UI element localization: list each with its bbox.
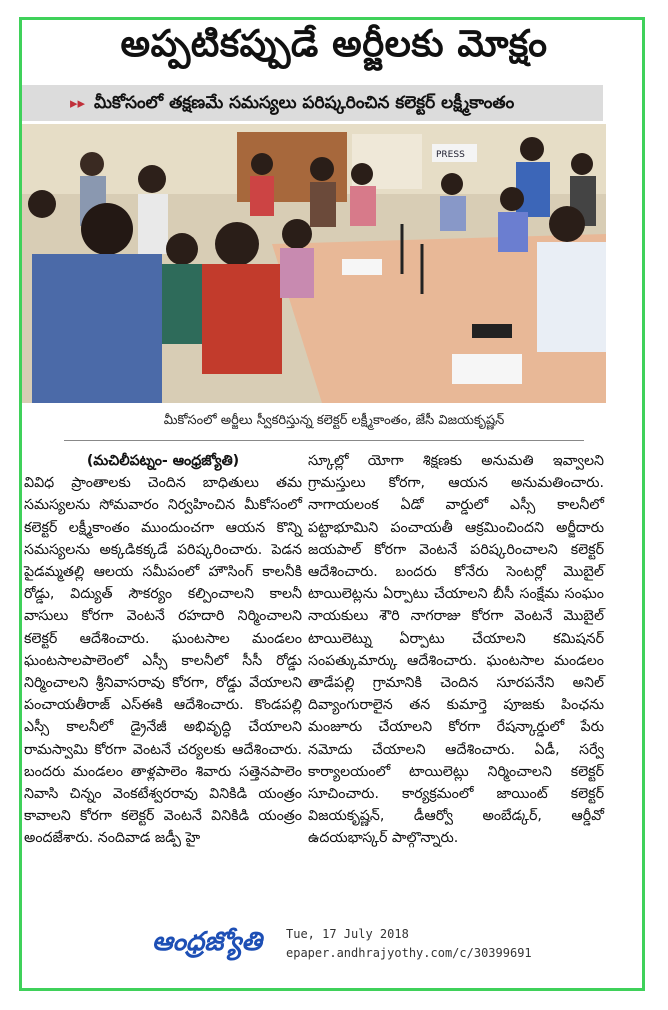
article-column-1 <box>24 450 302 850</box>
news-photo <box>22 124 606 403</box>
newspaper-logo: ఆంధ్రజ్యోతి <box>152 927 262 957</box>
dateline: (మచిలీపట్నం- ఆంధ్రజ్యోతి) <box>86 453 240 469</box>
photo-caption: మీకోసంలో అర్జీలు స్వీకరిస్తున్న కలెక్టర్ లక్ష్మీకాంతం, జేసీ విజయకృష్ణన్ <box>163 413 505 428</box>
subheadline-text: మీకోసంలో తక్షణమే సమస్యలు పరిష్కరించిన కలెక్టర్ లక్ష్మీకాంతం <box>94 93 515 113</box>
double-arrow-icon: ▸▸ <box>70 94 86 112</box>
press-sign: PRESS <box>436 150 465 160</box>
headline: అప్పటికప్పుడే అర్జీలకు మోక్షం <box>120 22 548 65</box>
epaper-date: Tue, 17 July 2018 <box>286 927 409 941</box>
epaper-info <box>286 925 532 963</box>
article-text-1: వివిధ ప్రాంతాలకు చెందిన బాధితులు తమ సమస్యలను సోమవారం నిర్వహించిన మీకోసంలో కలెక్టర్ లక్ష్మీకాంతం ముందుంచగా ఆయన కొన్ని సమస్యలను అక్కడికక్కడే పరిష్కరించారు. పెడన పైడమ్మతల్లి ఆలయ సమీపంలో హౌసింగ్ కాలనీకి రోడ్డు, విద్యుత్ సౌకర్యం కల్పించాలని కాలనీ వాసులు కోరగా వెంటనే రహదారి నిర్మించాలని కలెక్టర్ ఆదేశించారు. ఘంటసాల మండలం ఘంటసాలపాలెంలో ఎస్సీ కాలనీలో సీసీ రోడ్డు నిర్మించాలని శ్రీనివాసరావు కోరగా, రోడ్డు వేయాలని పంచాయతీరాజ్ ఎస్ఈకి ఆదేశించారు. కొండపల్లి ఎస్సీ కాలనీలో డ్రైనేజీ అభివృద్ధి చేయాలని రామస్వామి కోరగా వెంటనే చర్యలకు ఆదేశించారు. బందరు మండలం తాళ్లపాలెం శివారు సత్తెనపాలెం నివాసి చిన్నం వెంకటేశ్వరరావు వినికిడి యంత్రం కావాలని కోరగా కలెక్టర్ వెంటనే వినికిడి యంత్రం అందజేశారు. నందివాడ జడ్పీ హై <box>24 475 302 847</box>
subheadline-bar <box>22 85 603 121</box>
meeting-photo-illustration <box>22 124 606 403</box>
caption-divider <box>64 440 584 441</box>
article-column-2 <box>308 450 604 850</box>
epaper-url[interactable]: epaper.andhrajyothy.com/c/30399691 <box>286 946 532 960</box>
article-text-2: స్కూల్లో యోగా శిక్షణకు అనుమతి ఇవ్వాలని గ్రామస్తులు కోరగా, ఆయన అనుమతించారు. నాగాయలంక ఏడో వార్డులో ఎస్సీ కాలనీలో పట్టాభూమిని పంచాయతీ ఆక్రమించిందని అర్జీదారు జయపాల్ కోరగా వెంటనే పరిష్కరించాలని కలెక్టర్ ఆదేశించారు. బందరు కోనేరు సెంటర్లో మొబైల్ టాయిలెట్లను ఏర్పాటు చేయాలని బీసీ సంక్షేమ సంఘం నాయకులు శౌరి నాగరాజు కోరగా వెంటనే మొబైల్ టాయిలెట్ను ఏర్పాటు చేయాలని కమిషనర్ సంపత్కుమార్కు ఆదేశించారు. ఘంటసాల మండలం తాడేపల్లి గ్రామానికి చెందిన సూరపనేని అనిల్ దివ్యాంగురాలైన తన కుమార్తె పూజకు పింఛను మంజూరు చేయాలని కోరగా రేషన్కార్డులో పేరు నమోదు చేయాలని ఆదేశించారు. ఏడీ, సర్వే కార్యాలయంలో టాయిలెట్లు నిర్మించాలని కలెక్టర్ సూచించారు. కార్యక్రమంలో జాయింట్ కలెక్టర్ విజయకృష్ణన్, డీఆర్వో అంబేడ్కర్, ఆర్డీవో ఉదయభాస్కర్ పాల్గొన్నారు. <box>308 453 604 847</box>
